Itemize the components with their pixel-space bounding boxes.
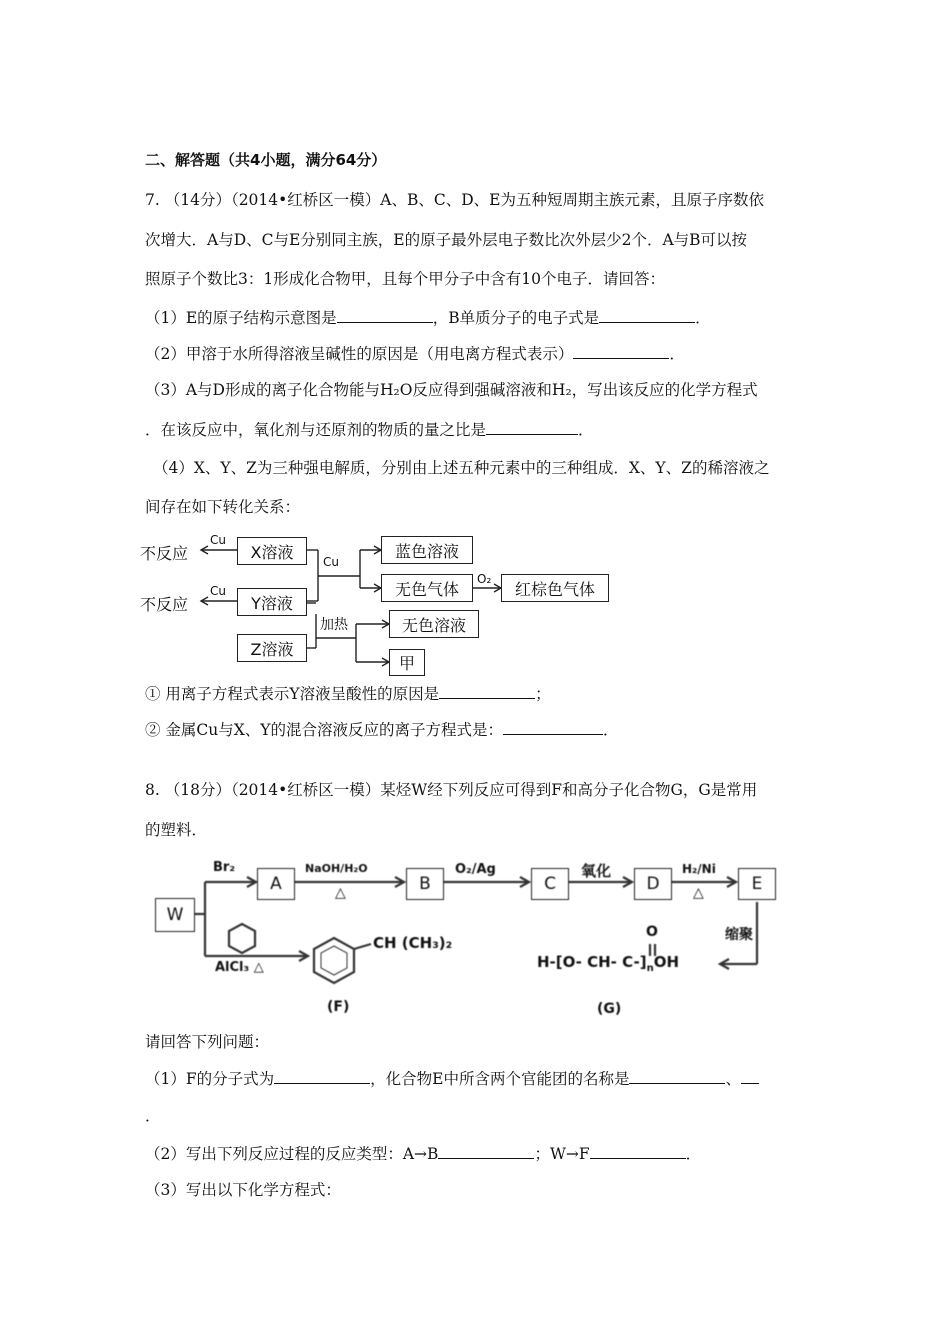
q8-part2-text-c: ． — [685, 1145, 702, 1163]
reaction-flow-diagram — [140, 528, 640, 678]
br2-label: Br₂ — [213, 860, 236, 875]
naoh-label: NaOH/H₂O — [305, 862, 368, 875]
q7-sub1-text-b: ； — [535, 685, 551, 703]
q7-part1-text-c: ． — [695, 309, 711, 327]
no-reaction-label-2: 不反应 — [140, 595, 189, 614]
section-title: 二、解答题（共4小题，满分64分） — [145, 151, 387, 169]
cu-label-2: Cu — [210, 584, 226, 598]
red-brown-gas-box: 红棕色气体 — [501, 574, 609, 602]
w-box: W — [155, 898, 195, 932]
answer-blank[interactable] — [590, 1144, 686, 1159]
y-solution-box: Y溶液 — [237, 588, 307, 616]
answer-blank[interactable] — [573, 344, 669, 359]
q7-line2: 次增大．A与D、C与E分别同主族，E的原子最外层电子数比次外层少2个．A与B可以按 — [145, 231, 748, 249]
blue-solution-box: 蓝色溶液 — [381, 536, 473, 564]
q7-part4-line1: （4）X、Y、Z为三种强电解质，分别由上述五种元素中的三种组成．X、Y、Z的稀溶液之 — [153, 459, 770, 477]
q7-part3-line2 — [145, 420, 594, 440]
isopropyl-label: CH (CH₃)₂ — [373, 934, 453, 952]
q8-part1-text-a: （1）F的分子式为 — [145, 1070, 275, 1088]
b-box: B — [406, 868, 444, 900]
q7-part1 — [145, 308, 711, 328]
q7-sub1-text-a: ① 用离子方程式表示Y溶液呈酸性的原因是 — [145, 685, 440, 703]
q8-line2: 的塑料． — [145, 821, 208, 839]
q7-line1: 7. （14分）（2014•红桥区一模）A、B、C、D、E为五种短周期主族元素，且原子序数依 — [145, 191, 764, 209]
q7-part2 — [145, 344, 685, 364]
no-reaction-label-1: 不反应 — [140, 544, 189, 563]
q8-line1: 8. （18分）（2014•红桥区一模）某烃W经下列反应可得到F和高分子化合物G，G是常用 — [145, 781, 758, 799]
q8-part2-text-b: ；W→F — [534, 1145, 590, 1163]
jia-box: 甲 — [389, 649, 425, 676]
e-box: E — [738, 868, 776, 900]
q7-part1-text-a: （1）E的原子结构示意图是 — [145, 309, 337, 327]
q7-sub2-text-a: ② 金属Cu与X、Y的混合溶液反应的离子方程式是： — [145, 721, 504, 739]
o2-ag-label: O₂/Ag — [455, 862, 496, 877]
h2-ni-label: H₂/Ni — [682, 862, 716, 876]
q8-part1-end: ． — [145, 1107, 161, 1125]
alcl3-label: AlCl₃ △ — [215, 960, 264, 975]
q7-sub2 — [145, 720, 619, 740]
answer-blank[interactable] — [503, 720, 603, 735]
q8-part1-text-b: ，化合物E中所含两个官能团的名称是 — [370, 1070, 630, 1088]
synthesis-route-diagram — [145, 852, 795, 1032]
q8-part1 — [145, 1069, 759, 1089]
q7-line3: 照原子个数比3：1形成化合物甲，且每个甲分子中含有10个电子．请回答： — [145, 270, 665, 288]
answer-blank[interactable] — [629, 1069, 725, 1084]
g-formula-n: n — [646, 963, 654, 974]
q7-part3-line1: （3）A与D形成的离子化合物能与H₂O反应得到强碱溶液和H₂，写出该反应的化学方程式 — [145, 381, 758, 399]
answer-blank[interactable] — [486, 420, 578, 435]
cu-label-3: Cu — [323, 555, 339, 569]
q7-part3-text-b: ．在该反应中，氧化剂与还原剂的物质的量之比是 — [145, 421, 487, 439]
q7-sub2-text-b: ． — [603, 721, 619, 739]
colorless-gas-box: 无色气体 — [381, 574, 473, 602]
delta-label-1: △ — [335, 885, 346, 901]
z-solution-box: Z溶液 — [237, 634, 307, 662]
heat-label: 加热 — [320, 617, 348, 633]
f-label: (F) — [327, 999, 350, 1015]
answer-blank[interactable] — [337, 308, 433, 323]
c-box: C — [531, 868, 569, 900]
carbonyl-oxygen-label: O — [646, 924, 658, 940]
q7-part2-text-a: （2）甲溶于水所得溶液呈碱性的原因是（用电离方程式表示） — [145, 345, 574, 363]
delta-label-2: △ — [693, 885, 704, 901]
q7-sub1 — [145, 684, 551, 704]
g-formula-right: OH — [653, 953, 679, 971]
synthesis-lines — [145, 852, 795, 1032]
colorless-solution-box: 无色溶液 — [389, 610, 479, 638]
q7-part1-text-b: ，B单质分子的电子式是 — [432, 309, 600, 327]
g-formula-left: H-[O- CH- C-] — [537, 953, 647, 971]
q8-part2 — [145, 1144, 701, 1164]
q7-part3-text-c: ． — [578, 421, 594, 439]
cu-label-1: Cu — [210, 533, 226, 547]
o2-label: O₂ — [477, 572, 492, 586]
q8-part3: （3）写出以下化学方程式： — [145, 1181, 341, 1199]
a-box: A — [257, 868, 295, 900]
answer-blank[interactable] — [274, 1069, 370, 1084]
polycondensation-label: 缩聚 — [725, 927, 753, 943]
q7-part2-text-b: ． — [669, 345, 685, 363]
q8-ask: 请回答下列问题： — [145, 1033, 270, 1051]
d-box: D — [634, 868, 672, 900]
answer-blank[interactable] — [438, 1144, 534, 1159]
answer-blank[interactable] — [599, 308, 695, 323]
g-label: (G) — [597, 1001, 622, 1017]
g-formula — [537, 953, 679, 974]
q7-part4-line2: 间存在如下转化关系： — [145, 498, 301, 516]
q8-part1-text-c: 、 — [725, 1070, 741, 1088]
x-solution-box: X溶液 — [237, 537, 307, 565]
answer-blank[interactable] — [741, 1069, 759, 1084]
q8-part2-text-a: （2）写出下列反应过程的反应类型：A→B — [145, 1145, 439, 1163]
answer-blank[interactable] — [439, 684, 535, 699]
oxidation-label: 氧化 — [581, 862, 612, 880]
